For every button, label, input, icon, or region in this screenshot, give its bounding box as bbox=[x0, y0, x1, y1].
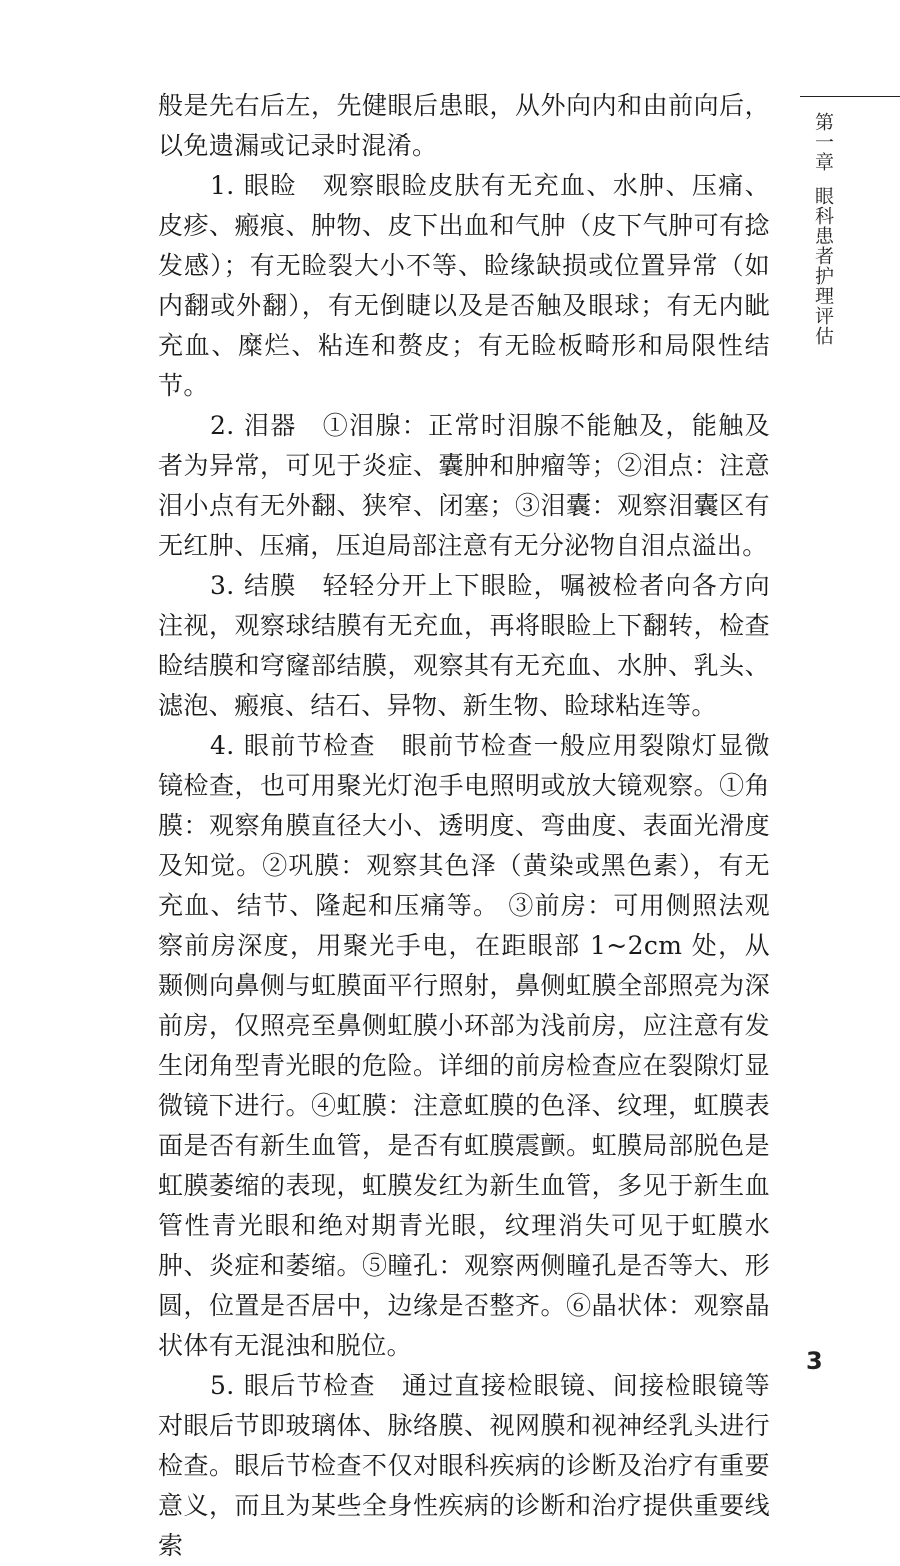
paragraph-eyelid bbox=[158, 166, 770, 406]
paragraph-anterior-segment bbox=[158, 726, 770, 1366]
section-heading-conjunctiva: 3. 结膜 bbox=[210, 571, 297, 600]
header-rule bbox=[800, 96, 900, 97]
section-heading-eyelid: 1. 眼睑 bbox=[210, 171, 297, 200]
chapter-number: 第一章 bbox=[812, 112, 834, 172]
page-number: 3 bbox=[806, 1347, 823, 1375]
paragraph-continued: 般是先右后左，先健眼后患眼，从外向内和由前向后，以免遗漏或记录时混淆。 bbox=[158, 91, 770, 160]
paragraph-posterior-segment bbox=[158, 1366, 770, 1566]
paragraph-conjunctiva bbox=[158, 566, 770, 726]
chapter-title: 眼科患者护理评估 bbox=[812, 186, 834, 346]
chapter-running-head bbox=[808, 112, 834, 346]
section-text-posterior-segment: 通过直接检眼镜、间接检眼镜等对眼后节即玻璃体、脉络膜、视网膜和视神经乳头进行检查。眼后节检查不仅对眼科疾病的诊断及治疗有重要意义，而且为某些全身性疾病的诊断和治疗提供重要线索 bbox=[158, 1371, 770, 1560]
section-heading-anterior-segment: 4. 眼前节检查 bbox=[210, 731, 376, 760]
section-heading-posterior-segment: 5. 眼后节检查 bbox=[210, 1371, 376, 1400]
section-text-conjunctiva: 轻轻分开上下眼睑，嘱被检者向各方向注视，观察球结膜有无充血，再将眼睑上下翻转，检查睑结膜和穹窿部结膜，观察其有无充血、水肿、乳头、滤泡、瘢痕、结石、异物、新生物、睑球粘连等。 bbox=[158, 571, 770, 720]
section-text-lacrimal: ①泪腺：正常时泪腺不能触及，能触及者为异常，可见于炎症、囊肿和肿瘤等；②泪点：注意泪小点有无外翻、狭窄、闭塞；③泪囊：观察泪囊区有无红肿、压痛，压迫局部注意有无分泌物自泪点溢出。 bbox=[158, 411, 770, 560]
paragraph-lacrimal bbox=[158, 406, 770, 566]
section-text-anterior-segment: 眼前节检查一般应用裂隙灯显微镜检查，也可用聚光灯泡手电照明或放大镜观察。①角膜：观察角膜直径大小、透明度、弯曲度、表面光滑度及知觉。②巩膜：观察其色泽（黄染或黑色素），有无充血、结节、隆起和压痛等。 ③前房：可用侧照法观察前房深度，用聚光手电，在距眼部 1~2cm 处，从颞侧向鼻侧与虹膜面平行照射，鼻侧虹膜全部照亮为深前房，仅照亮至鼻侧虹膜小环部为浅前房，应注意有发生闭角型青光眼的危险。详细的前房检查应在裂隙灯显微镜下进行。④虹膜：注意虹膜的色泽、纹理，虹膜表面是否有新生血管，是否有虹膜震颤。虹膜局部脱色是虹膜萎缩的表现，虹膜发红为新生血管，多见于新生血管性青光眼和绝对期青光眼，纹理消失可见于虹膜水肿、炎症和萎缩。⑤瞳孔：观察两侧瞳孔是否等大、形圆，位置是否居中，边缘是否整齐。⑥晶状体：观察晶状体有无混浊和脱位。 bbox=[158, 731, 770, 1360]
section-heading-lacrimal: 2. 泪器 bbox=[210, 411, 297, 440]
page-body bbox=[158, 86, 770, 1566]
section-text-eyelid: 观察眼睑皮肤有无充血、水肿、压痛、皮疹、瘢痕、肿物、皮下出血和气肿（皮下气肿可有捻发感）；有无睑裂大小不等、睑缘缺损或位置异常（如内翻或外翻），有无倒睫以及是否触及眼球；有无内眦充血、糜烂、粘连和赘皮；有无睑板畸形和局限性结节。 bbox=[158, 171, 770, 400]
